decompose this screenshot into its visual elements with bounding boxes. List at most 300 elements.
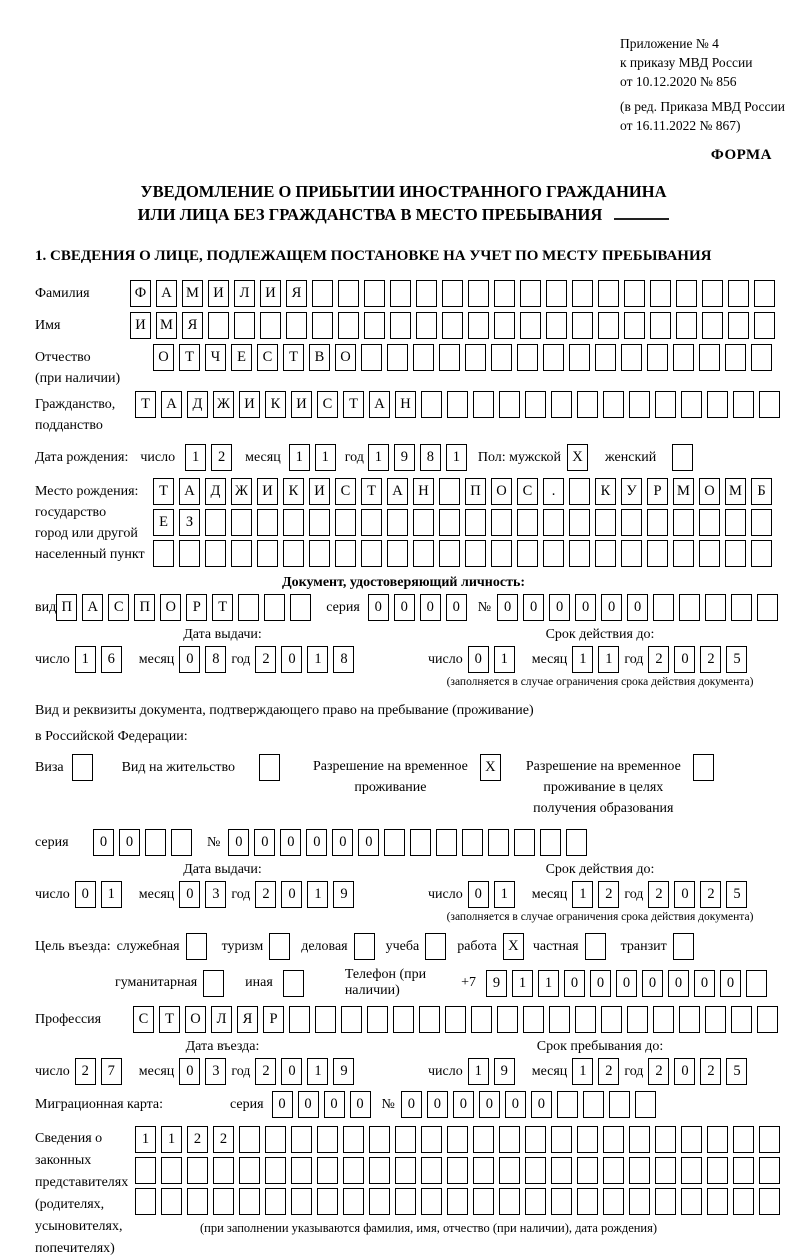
char-cell[interactable] — [445, 1006, 466, 1033]
char-cell[interactable] — [569, 509, 590, 536]
char-cell[interactable] — [577, 1188, 598, 1215]
char-cell[interactable]: 1 — [572, 1058, 593, 1085]
char-cell[interactable] — [705, 1006, 726, 1033]
char-cell[interactable] — [462, 829, 483, 856]
char-cell[interactable]: И — [239, 391, 260, 418]
char-cell[interactable]: 1 — [75, 646, 96, 673]
char-cell[interactable]: Д — [187, 391, 208, 418]
char-cell[interactable] — [390, 280, 411, 307]
char-cell[interactable] — [731, 1006, 752, 1033]
char-cell[interactable] — [655, 1188, 676, 1215]
char-cell[interactable] — [367, 1006, 388, 1033]
purpose-tourism-checkbox[interactable] — [269, 933, 295, 960]
char-cell[interactable]: 0 — [590, 970, 611, 997]
char-cell[interactable]: 5 — [726, 646, 747, 673]
char-cell[interactable] — [309, 509, 330, 536]
char-cell[interactable]: 9 — [333, 1058, 354, 1085]
char-cell[interactable] — [725, 540, 746, 567]
char-cell[interactable]: 2 — [648, 1058, 669, 1085]
char-cell[interactable] — [572, 312, 593, 339]
char-cell[interactable] — [393, 1006, 414, 1033]
char-cell[interactable] — [257, 540, 278, 567]
char-cell[interactable] — [598, 312, 619, 339]
char-cell[interactable]: А — [161, 391, 182, 418]
purpose-transit-checkbox[interactable] — [673, 933, 699, 960]
char-cell[interactable] — [733, 1126, 754, 1153]
char-cell[interactable] — [583, 1091, 604, 1118]
char-cell[interactable] — [603, 391, 624, 418]
char-cell[interactable] — [410, 829, 431, 856]
char-cell[interactable] — [343, 1157, 364, 1184]
char-cell[interactable]: 0 — [358, 829, 379, 856]
char-cell[interactable] — [702, 280, 723, 307]
char-cell[interactable] — [265, 1157, 286, 1184]
char-cell[interactable] — [447, 1188, 468, 1215]
char-cell[interactable] — [702, 312, 723, 339]
char-cell[interactable]: 1 — [538, 970, 559, 997]
char-cell[interactable] — [395, 1188, 416, 1215]
char-cell[interactable]: 0 — [564, 970, 585, 997]
char-cell[interactable]: 9 — [486, 970, 507, 997]
char-cell[interactable]: Л — [234, 280, 255, 307]
char-cell[interactable]: А — [387, 478, 408, 505]
char-cell[interactable]: Ч — [205, 344, 226, 371]
char-cell[interactable] — [655, 1126, 676, 1153]
char-cell[interactable] — [338, 312, 359, 339]
char-cell[interactable] — [601, 1006, 622, 1033]
char-cell[interactable] — [624, 312, 645, 339]
char-cell[interactable]: М — [182, 280, 203, 307]
char-cell[interactable]: 0 — [420, 594, 441, 621]
char-cell[interactable]: О — [699, 478, 720, 505]
char-cell[interactable]: 0 — [453, 1091, 474, 1118]
char-cell[interactable] — [72, 754, 93, 781]
char-cell[interactable] — [425, 933, 446, 960]
char-cell[interactable] — [171, 829, 192, 856]
char-cell[interactable]: 0 — [668, 970, 689, 997]
char-cell[interactable] — [598, 280, 619, 307]
char-cell[interactable]: 5 — [726, 881, 747, 908]
char-cell[interactable] — [390, 312, 411, 339]
char-cell[interactable]: 0 — [75, 881, 96, 908]
char-cell[interactable] — [672, 444, 693, 471]
char-cell[interactable] — [751, 344, 772, 371]
char-cell[interactable] — [575, 1006, 596, 1033]
char-cell[interactable]: Т — [343, 391, 364, 418]
char-cell[interactable] — [525, 1188, 546, 1215]
char-cell[interactable] — [517, 344, 538, 371]
char-cell[interactable] — [705, 594, 726, 621]
char-cell[interactable]: Т — [135, 391, 156, 418]
char-cell[interactable] — [525, 391, 546, 418]
char-cell[interactable]: Ф — [130, 280, 151, 307]
char-cell[interactable] — [650, 280, 671, 307]
char-cell[interactable]: 1 — [512, 970, 533, 997]
char-cell[interactable] — [751, 540, 772, 567]
char-cell[interactable]: У — [621, 478, 642, 505]
char-cell[interactable] — [757, 594, 778, 621]
char-cell[interactable] — [543, 540, 564, 567]
char-cell[interactable] — [728, 280, 749, 307]
char-cell[interactable] — [725, 344, 746, 371]
char-cell[interactable]: 1 — [368, 444, 389, 471]
char-cell[interactable] — [514, 829, 535, 856]
char-cell[interactable]: 0 — [272, 1091, 293, 1118]
char-cell[interactable]: . — [543, 478, 564, 505]
char-cell[interactable] — [673, 540, 694, 567]
char-cell[interactable]: 0 — [394, 594, 415, 621]
char-cell[interactable] — [387, 540, 408, 567]
char-cell[interactable]: X — [567, 444, 588, 471]
char-cell[interactable] — [569, 478, 590, 505]
char-cell[interactable] — [257, 509, 278, 536]
char-cell[interactable]: О — [185, 1006, 206, 1033]
char-cell[interactable] — [260, 312, 281, 339]
char-cell[interactable]: А — [179, 478, 200, 505]
char-cell[interactable]: 0 — [119, 829, 140, 856]
char-cell[interactable]: 0 — [549, 594, 570, 621]
char-cell[interactable] — [525, 1126, 546, 1153]
char-cell[interactable]: 0 — [601, 594, 622, 621]
char-cell[interactable] — [364, 280, 385, 307]
char-cell[interactable] — [208, 312, 229, 339]
char-cell[interactable] — [387, 509, 408, 536]
char-cell[interactable] — [436, 829, 457, 856]
char-cell[interactable] — [239, 1188, 260, 1215]
char-cell[interactable]: 0 — [228, 829, 249, 856]
char-cell[interactable]: П — [465, 478, 486, 505]
char-cell[interactable] — [655, 391, 676, 418]
char-cell[interactable] — [442, 280, 463, 307]
char-cell[interactable] — [603, 1126, 624, 1153]
char-cell[interactable] — [653, 594, 674, 621]
char-cell[interactable] — [621, 509, 642, 536]
purpose-study-checkbox[interactable] — [425, 933, 451, 960]
char-cell[interactable] — [551, 391, 572, 418]
char-cell[interactable]: 0 — [575, 594, 596, 621]
char-cell[interactable] — [416, 312, 437, 339]
char-cell[interactable]: 0 — [720, 970, 741, 997]
char-cell[interactable] — [239, 1126, 260, 1153]
char-cell[interactable] — [309, 540, 330, 567]
char-cell[interactable]: Я — [286, 280, 307, 307]
char-cell[interactable] — [491, 344, 512, 371]
char-cell[interactable] — [499, 1157, 520, 1184]
char-cell[interactable] — [629, 391, 650, 418]
char-cell[interactable]: А — [82, 594, 103, 621]
char-cell[interactable]: 0 — [468, 881, 489, 908]
char-cell[interactable] — [187, 1157, 208, 1184]
char-cell[interactable] — [341, 1006, 362, 1033]
char-cell[interactable] — [384, 829, 405, 856]
residence-permit-checkbox[interactable] — [259, 754, 285, 781]
char-cell[interactable]: 0 — [627, 594, 648, 621]
char-cell[interactable] — [238, 594, 259, 621]
char-cell[interactable] — [621, 344, 642, 371]
char-cell[interactable] — [546, 312, 567, 339]
char-cell[interactable] — [269, 933, 290, 960]
char-cell[interactable]: Д — [205, 478, 226, 505]
char-cell[interactable] — [595, 344, 616, 371]
char-cell[interactable] — [497, 1006, 518, 1033]
char-cell[interactable]: Я — [182, 312, 203, 339]
char-cell[interactable]: 0 — [306, 829, 327, 856]
char-cell[interactable] — [186, 933, 207, 960]
char-cell[interactable] — [751, 509, 772, 536]
char-cell[interactable]: 2 — [700, 881, 721, 908]
char-cell[interactable]: 2 — [213, 1126, 234, 1153]
sex-female-checkbox[interactable] — [672, 444, 698, 471]
char-cell[interactable] — [488, 829, 509, 856]
char-cell[interactable] — [187, 1188, 208, 1215]
char-cell[interactable] — [361, 509, 382, 536]
char-cell[interactable] — [681, 391, 702, 418]
char-cell[interactable]: 0 — [93, 829, 114, 856]
char-cell[interactable]: И — [309, 478, 330, 505]
char-cell[interactable]: М — [156, 312, 177, 339]
char-cell[interactable] — [655, 1157, 676, 1184]
char-cell[interactable] — [468, 312, 489, 339]
char-cell[interactable] — [135, 1188, 156, 1215]
char-cell[interactable]: 0 — [281, 646, 302, 673]
char-cell[interactable]: 8 — [420, 444, 441, 471]
char-cell[interactable]: С — [133, 1006, 154, 1033]
char-cell[interactable]: П — [56, 594, 77, 621]
purpose-private-checkbox[interactable] — [585, 933, 611, 960]
char-cell[interactable] — [629, 1188, 650, 1215]
char-cell[interactable] — [540, 829, 561, 856]
char-cell[interactable]: X — [480, 754, 501, 781]
char-cell[interactable]: Ж — [213, 391, 234, 418]
char-cell[interactable]: 2 — [648, 881, 669, 908]
char-cell[interactable]: 1 — [101, 881, 122, 908]
char-cell[interactable] — [439, 509, 460, 536]
char-cell[interactable] — [468, 280, 489, 307]
char-cell[interactable]: Ж — [231, 478, 252, 505]
char-cell[interactable] — [551, 1188, 572, 1215]
purpose-business-checkbox[interactable] — [354, 933, 380, 960]
char-cell[interactable] — [525, 1157, 546, 1184]
temp-permit-edu-checkbox[interactable] — [693, 754, 719, 781]
char-cell[interactable] — [609, 1091, 630, 1118]
char-cell[interactable]: И — [208, 280, 229, 307]
char-cell[interactable] — [447, 391, 468, 418]
char-cell[interactable]: И — [257, 478, 278, 505]
char-cell[interactable] — [707, 1157, 728, 1184]
char-cell[interactable] — [317, 1126, 338, 1153]
char-cell[interactable] — [551, 1126, 572, 1153]
char-cell[interactable] — [681, 1126, 702, 1153]
char-cell[interactable]: 0 — [281, 1058, 302, 1085]
char-cell[interactable] — [679, 1006, 700, 1033]
char-cell[interactable] — [757, 1006, 778, 1033]
sex-male-checkbox[interactable] — [567, 444, 593, 471]
char-cell[interactable] — [647, 509, 668, 536]
char-cell[interactable]: 0 — [674, 1058, 695, 1085]
char-cell[interactable]: 9 — [494, 1058, 515, 1085]
char-cell[interactable] — [572, 280, 593, 307]
char-cell[interactable] — [499, 391, 520, 418]
char-cell[interactable] — [759, 1126, 780, 1153]
char-cell[interactable]: Н — [395, 391, 416, 418]
char-cell[interactable]: 1 — [315, 444, 336, 471]
char-cell[interactable]: Т — [153, 478, 174, 505]
char-cell[interactable]: С — [335, 478, 356, 505]
char-cell[interactable]: В — [309, 344, 330, 371]
char-cell[interactable]: Л — [211, 1006, 232, 1033]
char-cell[interactable] — [442, 312, 463, 339]
char-cell[interactable] — [265, 1188, 286, 1215]
char-cell[interactable] — [673, 344, 694, 371]
char-cell[interactable]: 0 — [332, 829, 353, 856]
char-cell[interactable]: 1 — [289, 444, 310, 471]
char-cell[interactable] — [283, 540, 304, 567]
char-cell[interactable] — [577, 1126, 598, 1153]
char-cell[interactable] — [421, 1126, 442, 1153]
char-cell[interactable] — [413, 540, 434, 567]
char-cell[interactable] — [291, 1126, 312, 1153]
char-cell[interactable]: 0 — [616, 970, 637, 997]
char-cell[interactable]: 0 — [642, 970, 663, 997]
char-cell[interactable] — [627, 1006, 648, 1033]
char-cell[interactable] — [473, 1157, 494, 1184]
char-cell[interactable] — [491, 509, 512, 536]
char-cell[interactable] — [291, 1188, 312, 1215]
char-cell[interactable] — [161, 1157, 182, 1184]
char-cell[interactable] — [699, 540, 720, 567]
char-cell[interactable]: 3 — [205, 1058, 226, 1085]
char-cell[interactable] — [413, 509, 434, 536]
char-cell[interactable] — [465, 344, 486, 371]
char-cell[interactable] — [145, 829, 166, 856]
char-cell[interactable] — [629, 1126, 650, 1153]
char-cell[interactable] — [369, 1126, 390, 1153]
char-cell[interactable]: К — [283, 478, 304, 505]
char-cell[interactable]: 2 — [648, 646, 669, 673]
char-cell[interactable] — [681, 1188, 702, 1215]
char-cell[interactable]: 0 — [497, 594, 518, 621]
char-cell[interactable]: 1 — [185, 444, 206, 471]
char-cell[interactable] — [725, 509, 746, 536]
char-cell[interactable]: 0 — [479, 1091, 500, 1118]
char-cell[interactable]: 0 — [674, 881, 695, 908]
char-cell[interactable] — [577, 1157, 598, 1184]
char-cell[interactable] — [286, 312, 307, 339]
char-cell[interactable]: 0 — [446, 594, 467, 621]
char-cell[interactable] — [517, 509, 538, 536]
char-cell[interactable] — [179, 540, 200, 567]
char-cell[interactable] — [650, 312, 671, 339]
char-cell[interactable] — [733, 1157, 754, 1184]
char-cell[interactable] — [447, 1126, 468, 1153]
char-cell[interactable] — [291, 1157, 312, 1184]
char-cell[interactable]: Р — [263, 1006, 284, 1033]
char-cell[interactable]: М — [673, 478, 694, 505]
char-cell[interactable] — [676, 312, 697, 339]
char-cell[interactable] — [335, 509, 356, 536]
char-cell[interactable] — [676, 280, 697, 307]
char-cell[interactable] — [283, 970, 304, 997]
char-cell[interactable]: 9 — [394, 444, 415, 471]
char-cell[interactable] — [439, 344, 460, 371]
char-cell[interactable] — [759, 1157, 780, 1184]
char-cell[interactable]: Н — [413, 478, 434, 505]
char-cell[interactable] — [499, 1126, 520, 1153]
char-cell[interactable] — [569, 344, 590, 371]
char-cell[interactable] — [387, 344, 408, 371]
char-cell[interactable]: 2 — [700, 646, 721, 673]
char-cell[interactable] — [473, 1188, 494, 1215]
char-cell[interactable] — [465, 540, 486, 567]
char-cell[interactable] — [673, 509, 694, 536]
char-cell[interactable]: 2 — [187, 1126, 208, 1153]
char-cell[interactable] — [369, 1188, 390, 1215]
char-cell[interactable]: 1 — [572, 646, 593, 673]
char-cell[interactable] — [523, 1006, 544, 1033]
char-cell[interactable] — [543, 509, 564, 536]
char-cell[interactable] — [707, 1188, 728, 1215]
char-cell[interactable] — [551, 1157, 572, 1184]
char-cell[interactable] — [754, 312, 775, 339]
char-cell[interactable]: 0 — [427, 1091, 448, 1118]
char-cell[interactable] — [595, 540, 616, 567]
char-cell[interactable]: 0 — [324, 1091, 345, 1118]
char-cell[interactable] — [312, 280, 333, 307]
char-cell[interactable]: 0 — [179, 1058, 200, 1085]
char-cell[interactable] — [728, 312, 749, 339]
char-cell[interactable] — [707, 391, 728, 418]
char-cell[interactable] — [335, 540, 356, 567]
char-cell[interactable]: Б — [751, 478, 772, 505]
char-cell[interactable]: Р — [186, 594, 207, 621]
char-cell[interactable] — [153, 540, 174, 567]
char-cell[interactable] — [234, 312, 255, 339]
char-cell[interactable] — [416, 280, 437, 307]
char-cell[interactable] — [754, 280, 775, 307]
char-cell[interactable] — [447, 1157, 468, 1184]
char-cell[interactable]: 2 — [598, 881, 619, 908]
char-cell[interactable]: 1 — [446, 444, 467, 471]
char-cell[interactable]: Е — [231, 344, 252, 371]
char-cell[interactable]: И — [260, 280, 281, 307]
char-cell[interactable] — [546, 280, 567, 307]
char-cell[interactable] — [557, 1091, 578, 1118]
char-cell[interactable]: 0 — [523, 594, 544, 621]
char-cell[interactable] — [421, 1188, 442, 1215]
char-cell[interactable] — [395, 1126, 416, 1153]
char-cell[interactable]: 1 — [307, 646, 328, 673]
char-cell[interactable]: 0 — [179, 881, 200, 908]
char-cell[interactable] — [465, 509, 486, 536]
char-cell[interactable]: И — [291, 391, 312, 418]
char-cell[interactable] — [549, 1006, 570, 1033]
char-cell[interactable] — [265, 1126, 286, 1153]
char-cell[interactable] — [317, 1157, 338, 1184]
char-cell[interactable] — [361, 344, 382, 371]
char-cell[interactable]: 3 — [205, 881, 226, 908]
char-cell[interactable]: 1 — [494, 881, 515, 908]
char-cell[interactable]: Т — [212, 594, 233, 621]
char-cell[interactable] — [231, 540, 252, 567]
char-cell[interactable]: 1 — [307, 1058, 328, 1085]
char-cell[interactable] — [421, 391, 442, 418]
char-cell[interactable] — [621, 540, 642, 567]
char-cell[interactable]: О — [335, 344, 356, 371]
char-cell[interactable] — [603, 1188, 624, 1215]
char-cell[interactable] — [647, 344, 668, 371]
char-cell[interactable] — [421, 1157, 442, 1184]
char-cell[interactable]: Т — [283, 344, 304, 371]
